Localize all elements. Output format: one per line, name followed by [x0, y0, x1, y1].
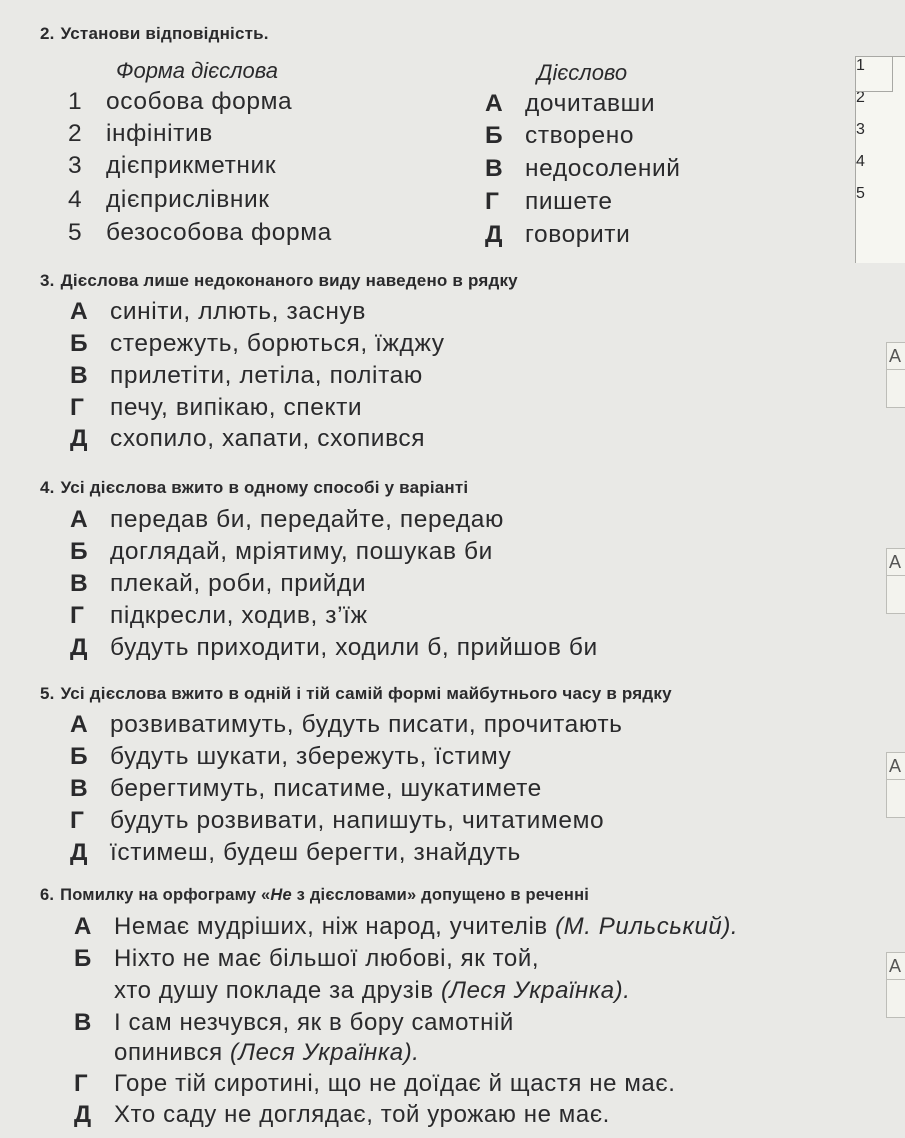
match-right-item: Г пишете	[485, 188, 613, 215]
answer-option[interactable]: Д Хто саду не доглядає, той урожаю не має.	[74, 1101, 610, 1128]
answer-box[interactable]: А	[886, 952, 905, 1018]
answer-option[interactable]: Б доглядай, мріятиму, пошукав би	[70, 538, 493, 565]
column-header-verb-form: Форма дієслова	[116, 58, 278, 83]
answer-option[interactable]: Б стережуть, борються, їжджу	[70, 330, 445, 357]
match-left-item: 4 дієприслівник	[68, 186, 270, 213]
answer-option[interactable]: А Немає мудріших, ніж народ, учителів (М. Рильський).	[74, 913, 739, 940]
answer-grid-row-label: 5	[856, 185, 865, 202]
answer-option[interactable]: Д схопило, хапати, схопився	[70, 425, 426, 452]
question-6-title: 6. Помилку на орфограму «Не з дієсловами» допущено в реченні	[40, 886, 590, 904]
answer-box[interactable]: А	[886, 548, 905, 614]
answer-option[interactable]: Б будуть шукати, збережуть, їстиму	[70, 743, 512, 770]
question-2-title: 2. Установи відповідність.	[40, 24, 269, 43]
answer-option[interactable]: В прилетіти, летіла, політаю	[70, 362, 423, 389]
answer-grid-corner	[856, 57, 893, 92]
answer-option-continuation: опинився (Леся Українка).	[114, 1039, 420, 1066]
question-3-title: 3. Дієслова лише недоконаного виду наведено в рядку	[40, 271, 518, 290]
answer-option-continuation: хто душу покладе за друзів (Леся Українка).	[114, 977, 631, 1004]
answer-grid-row-label: 4	[856, 153, 865, 170]
answer-option[interactable]: Д будуть приходити, ходили б, прийшов би	[70, 634, 598, 661]
answer-box[interactable]: А	[886, 752, 905, 818]
answer-option[interactable]: В І сам незчувся, як в бору самотній	[74, 1009, 514, 1036]
match-right-item: Д говорити	[485, 221, 631, 248]
answer-grid-row-label: 1	[856, 57, 865, 74]
answer-option[interactable]: Г Горе тій сиротині, що не доїдає й щастя не має.	[74, 1070, 676, 1097]
question-5-title: 5. Усі дієслова вжито в одній і тій самій формі майбутнього часу в рядку	[40, 684, 672, 703]
answer-option[interactable]: Г підкресли, ходив, з’їж	[70, 602, 368, 629]
answer-box[interactable]: А	[886, 342, 905, 408]
answer-option[interactable]: Д їстимеш, будеш берегти, знайдуть	[70, 839, 521, 866]
match-left-item: 3 дієприкметник	[68, 152, 277, 179]
match-right-item: В недосолений	[485, 155, 681, 182]
answer-option[interactable]: В берегтимуть, писатиме, шукатимете	[70, 775, 542, 802]
answer-grid-row-label: 3	[856, 121, 865, 138]
answer-option[interactable]: Б Ніхто не має більшої любові, як той,	[74, 945, 540, 972]
answer-option[interactable]: А синіти, ллють, заснув	[70, 298, 366, 325]
match-left-item: 2 інфінітив	[68, 120, 213, 147]
answer-grid-row-label: 2	[856, 89, 865, 106]
answer-option[interactable]: Г печу, випікаю, спекти	[70, 394, 363, 421]
match-left-item: 1 особова форма	[68, 88, 293, 115]
match-right-item: Б створено	[485, 122, 635, 149]
answer-option[interactable]: А розвиватимуть, будуть писати, прочитають	[70, 711, 623, 738]
answer-option[interactable]: А передав би, передайте, передаю	[70, 506, 504, 533]
answer-grid	[855, 56, 905, 263]
match-left-item: 5 безособова форма	[68, 219, 332, 246]
question-4-title: 4. Усі дієслова вжито в одному способі у варіанті	[40, 478, 469, 497]
match-right-item: А дочитавши	[485, 90, 656, 117]
column-header-verb: Дієслово	[537, 60, 628, 85]
answer-option[interactable]: В плекай, роби, прийди	[70, 570, 367, 597]
answer-option[interactable]: Г будуть розвивати, напишуть, читатимемо	[70, 807, 605, 834]
